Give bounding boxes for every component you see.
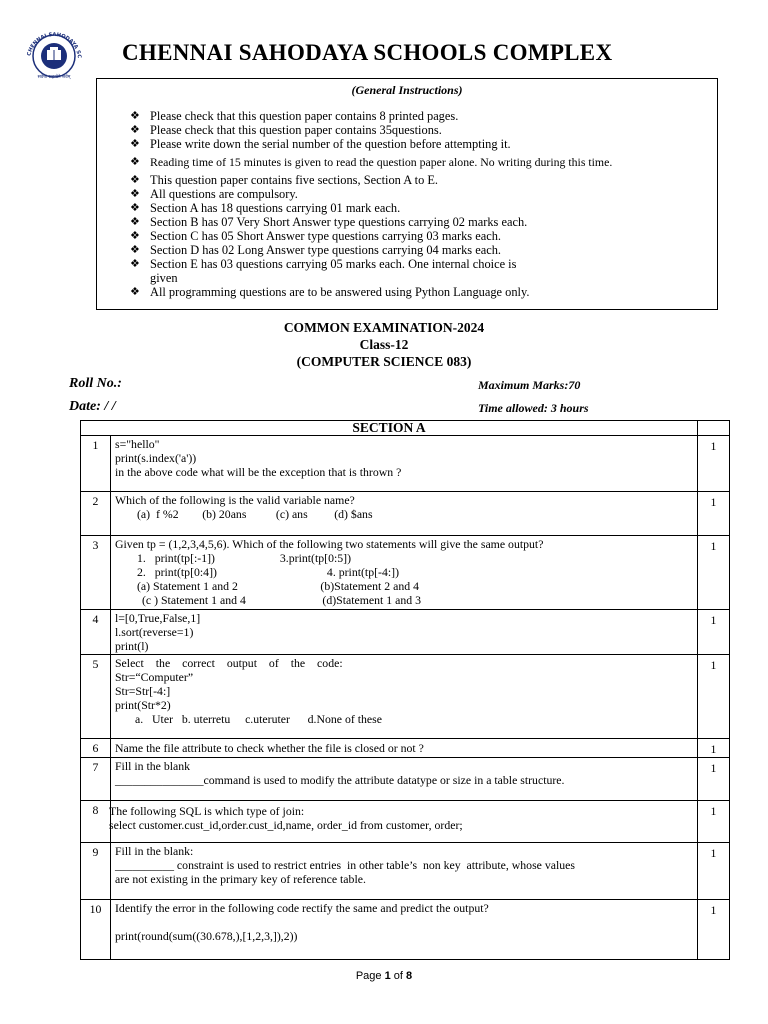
- page-footer: Page 1 of 8: [355, 970, 413, 982]
- general-instructions-box: [96, 78, 718, 310]
- instruction-item: ❖ Section C has 05 Short Answer type questions carrying 03 marks each.: [130, 229, 502, 243]
- question-text: The following SQL is which type of join: select customer.cust_id,order.cust_id,name, order_id from customer, order;: [111, 801, 698, 843]
- current-page: 1: [384, 970, 391, 982]
- question-text: l=[0,True,False,1] l.sort(reverse=1) print(l): [111, 610, 698, 655]
- question-marks: 1: [710, 439, 717, 453]
- question-number: 3: [92, 538, 99, 552]
- question-number: 8: [92, 803, 99, 817]
- diamond-bullet-icon: ❖: [130, 110, 140, 122]
- question-row: [81, 801, 730, 843]
- question-text: s="hello" print(s.index('a')) in the above code what will be the exception that is thrown ?: [111, 436, 698, 492]
- question-text: Fill in the blank _______________command is used to modify the attribute datatype or size in a table structure.: [111, 758, 698, 801]
- question-marks: 1: [710, 658, 717, 672]
- question-number: 9: [92, 845, 99, 859]
- question-row: [81, 843, 730, 900]
- school-seal-icon: [22, 28, 86, 80]
- question-number: 4: [92, 612, 99, 626]
- instruction-item: ❖ Please check that this question paper contains 35questions.: [130, 123, 442, 137]
- diamond-bullet-icon: ❖: [130, 230, 140, 242]
- instruction-item: ❖ Section A has 18 questions carrying 01 mark each.: [130, 201, 401, 215]
- question-text: Identify the error in the following code rectify the same and predict the output? print(round(sum((30.678,),[1,2,3,]),2)): [111, 900, 698, 960]
- question-number: 1: [92, 438, 99, 452]
- roll-number-label: Roll No.:: [69, 376, 122, 391]
- question-number: 6: [92, 741, 99, 755]
- question-row: [81, 492, 730, 536]
- question-row: [81, 536, 730, 610]
- diamond-bullet-icon: ❖: [130, 156, 140, 168]
- question-number: 10: [89, 902, 102, 916]
- instruction-item: ❖ Section E has 03 questions carrying 05 marks each. One internal choice is given: [130, 257, 517, 285]
- question-marks: 1: [710, 804, 717, 818]
- question-row: [81, 655, 730, 739]
- diamond-bullet-icon: ❖: [130, 124, 140, 136]
- diamond-bullet-icon: ❖: [130, 174, 140, 186]
- date-label: Date: / /: [69, 399, 116, 414]
- instruction-item: ❖ Please write down the serial number of the question before attempting it.: [130, 137, 511, 151]
- section-header-row: [81, 421, 730, 436]
- question-number: 5: [92, 657, 99, 671]
- diamond-bullet-icon: ❖: [130, 216, 140, 228]
- instructions-list: [97, 109, 717, 299]
- question-row: [81, 900, 730, 960]
- instruction-item: ❖ Reading time of 15 minutes is given to read the question paper alone. No writing during this time.: [130, 155, 613, 169]
- question-number: 7: [92, 760, 99, 774]
- question-row: [81, 436, 730, 492]
- question-row: [81, 739, 730, 758]
- svg-text:सर्वेषां सहयोगे सर्वम्: सर्वेषां सहयोगे सर्वम्: [37, 75, 71, 80]
- exam-class: Class-12: [359, 337, 409, 352]
- instructions-title: (General Instructions): [351, 83, 463, 97]
- question-row: [81, 758, 730, 801]
- question-marks: 1: [710, 761, 717, 775]
- question-marks: 1: [710, 846, 717, 860]
- instruction-item: ❖ Section D has 02 Long Answer type questions carrying 04 marks each.: [130, 243, 501, 257]
- diamond-bullet-icon: ❖: [130, 258, 140, 270]
- maximum-marks: Maximum Marks:70: [478, 378, 581, 392]
- question-text: Select the correct output of the code: Str=“Computer” Str=Str[-4:] print(Str*2) a. Uter b. uterretu c.uteruter d.None of these: [111, 655, 698, 739]
- diamond-bullet-icon: ❖: [130, 138, 140, 150]
- school-logo: [22, 28, 86, 80]
- question-marks: 1: [710, 495, 717, 509]
- question-row: [81, 610, 730, 655]
- question-marks: 1: [710, 742, 717, 756]
- instruction-item: ❖ Section B has 07 Very Short Answer type questions carrying 02 marks each.: [130, 215, 528, 229]
- question-text: Given tp = (1,2,3,4,5,6). Which of the following two statements will give the same output? 1. print(tp[:-1]) 3.print(tp[0:5]) 2. print(tp[0:4]) 4. print(tp[-4:]) (a) Statement 1 and 2 (b)Statement 2 and 4 (c ) Statement 1 and 4 (d)Statement 1 and 3: [111, 536, 698, 610]
- diamond-bullet-icon: ❖: [130, 244, 140, 256]
- exam-name: COMMON EXAMINATION-2024: [283, 320, 485, 335]
- school-title: CHENNAI SAHODAYA SCHOOLS COMPLEX: [122, 40, 613, 65]
- question-marks: 1: [710, 613, 717, 627]
- instruction-item: ❖ All questions are compulsory.: [130, 187, 298, 201]
- section-title: SECTION A: [81, 421, 698, 436]
- question-marks: 1: [710, 539, 717, 553]
- diamond-bullet-icon: ❖: [130, 202, 140, 214]
- question-text: Which of the following is the valid variable name? (a) f %2 (b) 20ans (c) ans (d) $ans: [111, 492, 698, 536]
- section-a-questions-table: [80, 420, 730, 960]
- question-text: Fill in the blank: __________ constraint is used to restrict entries in other table’s non key attribute, whose values are not existing in the primary key of reference table.: [111, 843, 698, 900]
- diamond-bullet-icon: ❖: [130, 286, 140, 298]
- instruction-item: ❖ Please check that this question paper contains 8 printed pages.: [130, 109, 459, 123]
- diamond-bullet-icon: ❖: [130, 188, 140, 200]
- total-pages: 8: [406, 970, 413, 982]
- question-marks: 1: [710, 903, 717, 917]
- time-allowed: Time allowed: 3 hours: [478, 401, 589, 415]
- exam-subject: (COMPUTER SCIENCE 083): [296, 354, 472, 369]
- question-text: Name the file attribute to check whether the file is closed or not ?: [111, 739, 698, 758]
- question-number: 2: [92, 494, 99, 508]
- instruction-item: ❖ All programming questions are to be answered using Python Language only.: [130, 285, 530, 299]
- instruction-item: ❖ This question paper contains five sections, Section A to E.: [130, 173, 439, 187]
- svg-text:CHENNAI SAHODAYA SCHOOLS COMPL: CHENNAI SAHODAYA SC: [26, 31, 82, 59]
